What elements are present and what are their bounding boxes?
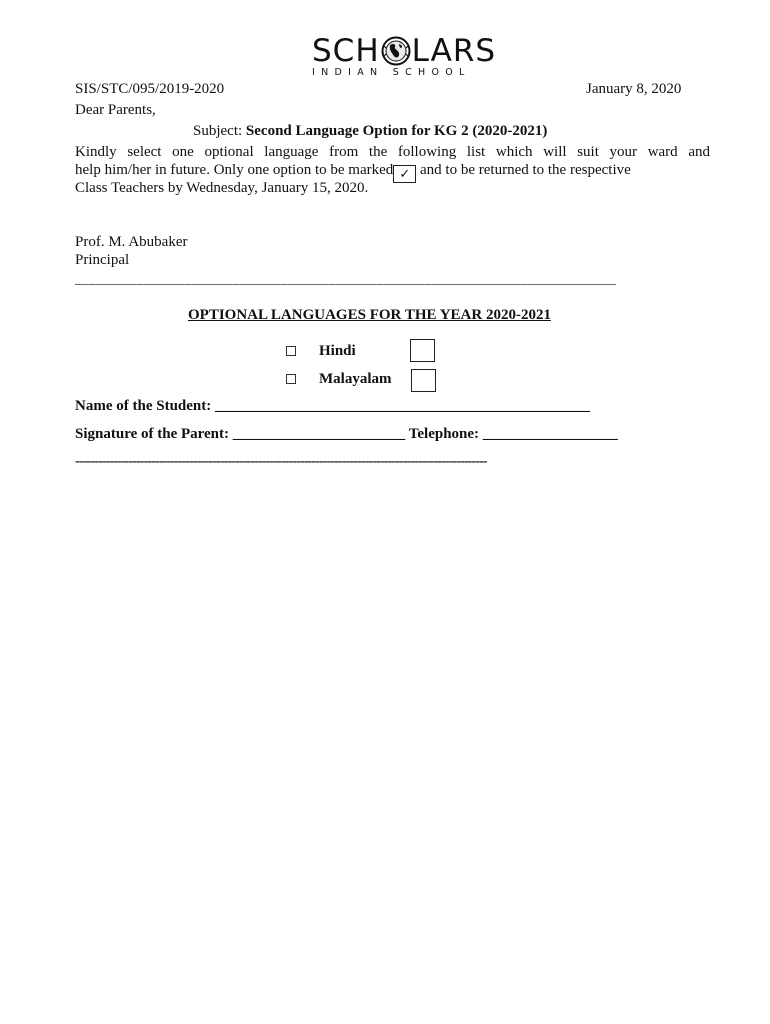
student-name-label: Name of the Student: — [75, 398, 215, 414]
parent-signature-label: Signature of the Parent: — [75, 426, 233, 442]
body-line-2-start: help him/her in future. Only one option to be marked — [75, 162, 394, 178]
letter-date: January 8, 2020 — [586, 81, 682, 97]
hindi-bullet-icon — [286, 346, 296, 356]
student-name-field[interactable]: __________________________________________________ — [215, 398, 590, 414]
telephone-field[interactable]: __________________ — [482, 426, 618, 442]
school-logo — [300, 33, 497, 82]
body-line-3: Class Teachers by Wednesday, January 15, 2020. — [75, 180, 369, 196]
option-label-malayalam: Malayalam — [319, 371, 392, 387]
malayalam-bullet-icon — [286, 374, 296, 384]
logo-word-right: LARS — [411, 33, 497, 69]
form-title: OPTIONAL LANGUAGES FOR THE YEAR 2020-2021 — [188, 307, 551, 323]
logo-subtitle: INDIAN SCHOOL — [312, 67, 471, 78]
telephone-label: Telephone: — [405, 426, 483, 442]
body-line-1: Kindly select one optional language from the following list which will suit your ward and — [75, 144, 710, 160]
signatory-title: Principal — [75, 252, 130, 268]
hindi-checkbox[interactable] — [410, 339, 435, 362]
logo-word-left: SCH — [312, 33, 380, 69]
subject-text: Second Language Option for KG 2 (2020-2021) — [245, 123, 548, 139]
dashed-separator: ------------------------------------------------------------------------------------------------------------ — [75, 454, 487, 469]
subject-line — [193, 122, 547, 140]
salutation: Dear Parents, — [75, 102, 156, 118]
parent-signature-field[interactable]: _______________________ — [232, 426, 406, 442]
logo-wordmark — [312, 34, 496, 68]
body-line-2-end: and to be returned to the respective — [416, 162, 631, 178]
student-name-row — [75, 397, 590, 415]
option-label-hindi: Hindi — [319, 343, 356, 359]
parent-signature-row — [75, 425, 618, 443]
malayalam-checkbox[interactable] — [411, 369, 436, 392]
subject-prefix: Subject: — [193, 123, 246, 139]
section-divider: _______________________________________________________________________________ — [75, 271, 617, 286]
reference-number: SIS/STC/095/2019-2020 — [75, 81, 225, 97]
signatory-name: Prof. M. Abubaker — [75, 234, 188, 250]
check-mark-icon: ✓ — [393, 165, 416, 183]
globe-icon — [381, 36, 411, 66]
